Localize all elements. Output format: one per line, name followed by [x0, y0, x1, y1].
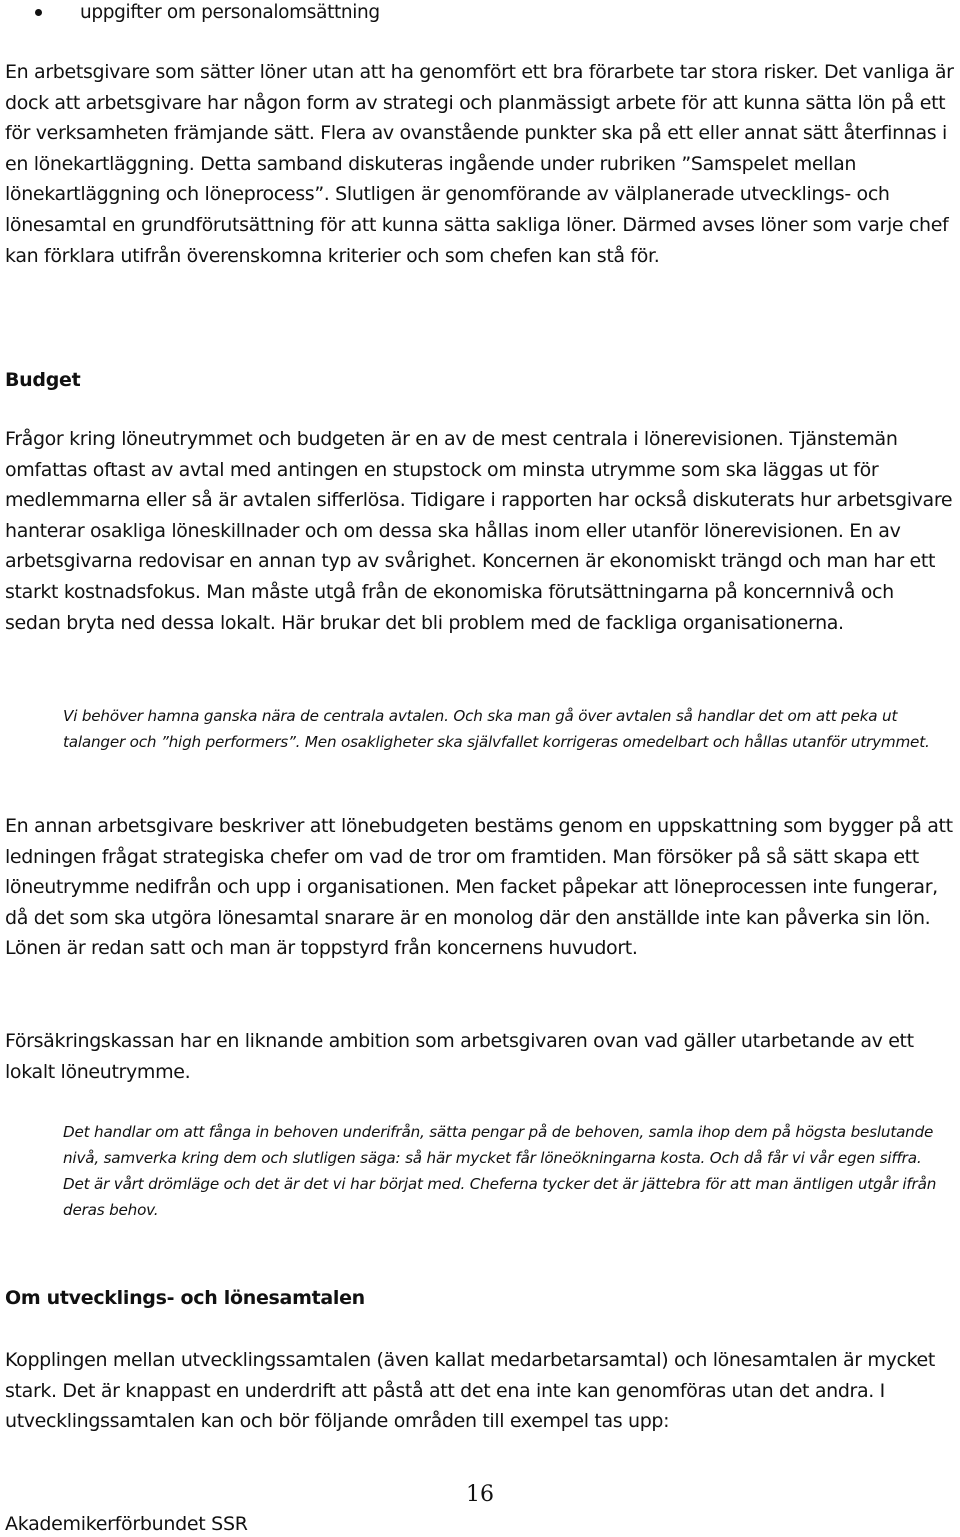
paragraph-forsakringskassan: Försäkringskassan har en liknande ambition som arbetsgivaren ovan vad gäller utarbetande av ett lokalt löneutrymme. [5, 1030, 914, 1083]
heading-budget: Budget [5, 369, 81, 391]
paragraph-intro-part-a: En arbetsgivare som sätter löner utan att ha genomfört ett bra förarbete tar stora risker. Det vanliga är dock att arbetsgivare har någon form av strategi och planmässigt arbete för att kunna sätta lön på ett för verksamheten främjande sätt. Flera av ovanstående punkter ska på ett eller annat sätt återfinnas i en lönekartläggning. [5, 61, 954, 175]
quote-needs-from-below: Det handlar om att fånga in behoven underifrån, sätta pengar på de behoven, samla ihop dem på högsta beslutande nivå, samverka kring dem och slutligen säga: så här mycket får löneökningarna kosta. Och då får vi vår egen siffra. Det är vårt drömläge och det är det vi har börjat med. Cheferna tycker det är jättebra för att man äntligen utgår ifrån deras behov. [63, 1123, 937, 1219]
bullet-icon [35, 9, 42, 16]
paragraph-development-talks: Kopplingen mellan utvecklingssamtalen (även kallat medarbetarsamtal) och lönesamtalen är mycket stark. Det är knappast en underdrift att påstå att det ena inte kan genomföras utan det andra. I utvecklingssamtalen kan och bör följande områden till exempel tas upp: [5, 1349, 935, 1433]
quote-central-agreements: Vi behöver hamna ganska nära de centrala avtalen. Och ska man gå över avtalen så handlar det om att peka ut talanger och ”high performers”. Men osakligheter ska självfallet korrigeras omedelbart och hållas utanför utrymmet. [63, 707, 930, 751]
paragraph-budget: Frågor kring löneutrymmet och budgeten är en av de mest centrala i lönerevisionen. Tjänstemän omfattas oftast av avtal med antingen en stupstock om minsta utrymme som ska läggas ut för medlemmarna eller så är avtalen sifferlösa. Tidigare i rapporten har också diskuterats hur arbetsgivare hanterar osakliga löneskillnader och om dessa ska hållas inom eller utanför lönerevisionen. En av arbetsgivarna redovisar en annan typ av svårighet. Koncernen är ekonomiskt trängd och man har ett starkt kostnadsfokus. Man måste utgå från de ekonomiska förutsättningarna på koncernnivå och sedan bryta ned dessa lokalt. Här brukar det bli problem med de fackliga organisationerna. [5, 428, 953, 634]
page-number: 16 [466, 1482, 494, 1507]
footer-organization: Akademikerförbundet SSR [5, 1513, 248, 1535]
paragraph-intro [5, 57, 955, 271]
bullet-list-item [35, 0, 935, 26]
heading-development-salary-talks: Om utvecklings- och lönesamtalen [5, 1287, 365, 1309]
paragraph-other-employer: En annan arbetsgivare beskriver att lönebudgeten bestäms genom en uppskattning som bygger på att ledningen frågat strategiska chefer om vad de tror om framtiden. Man försöker på så sätt skapa ett löneutrymme nedifrån och upp i organisationen. Men facket påpekar att löneprocessen inte fungerar, då det som ska utgöra lönesamtal snarare är en monolog där den anställde inte kan påverka sin lön. Lönen är redan satt och man är toppstyrd från koncernens huvudort. [5, 815, 953, 960]
paragraph-intro-part-b: Detta samband diskuteras ingående under rubriken ”Samspelet mellan lönekartläggning och löneprocess”. Slutligen är genomförande av välplanerade utvecklings- och lönesamtal en grundförutsättning för att kunna sätta sakliga löner. Därmed avses löner som varje chef kan förklara utifrån överenskomna kriterier och som chefen kan stå för. [5, 152, 949, 267]
bullet-item-text: uppgifter om personalomsättning [80, 2, 380, 23]
